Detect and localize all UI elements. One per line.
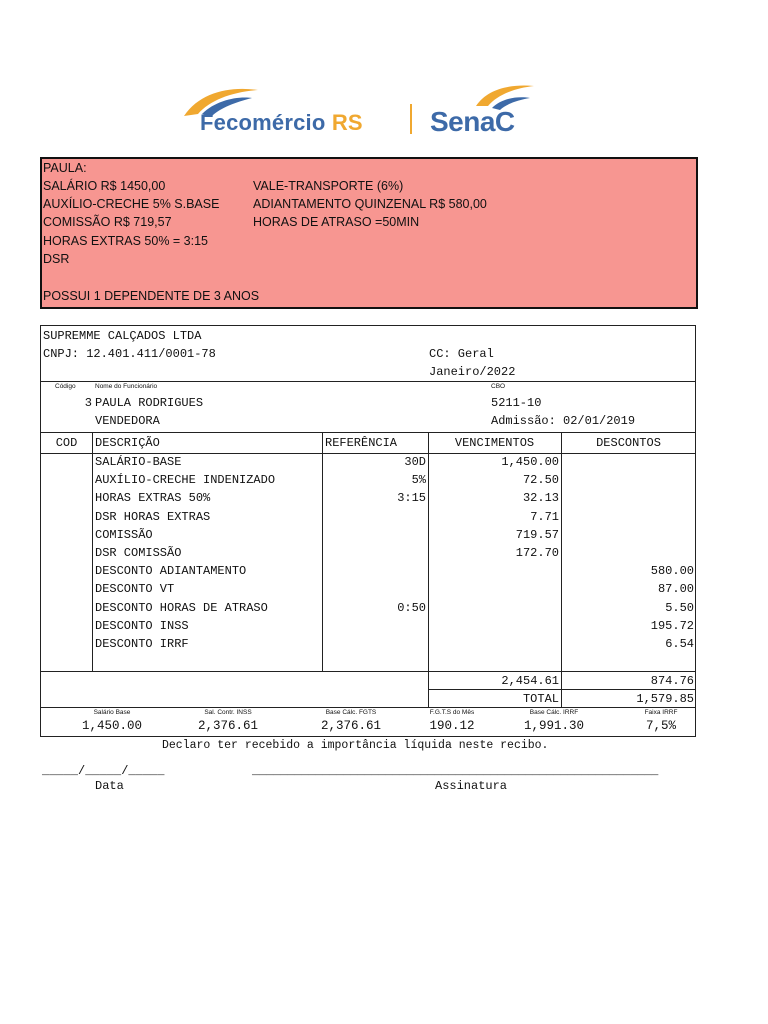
row-reference: 5% [411,473,426,487]
info-left-line: DSR [43,252,70,266]
label-nome: Nome do Funcionário [95,383,158,390]
row-vencimento: 172.70 [515,546,559,560]
logo-divider [410,104,412,134]
summary-label: Salário Base [93,709,131,716]
row-vencimento: 32.13 [522,491,559,505]
summary-label: Base Cálc. FGTS [325,709,377,716]
row-desconto: 195.72 [650,619,694,633]
date-line: _____/_____/_____ [42,764,165,778]
fecomercio-wordmark: Fecomércio RS [200,110,363,135]
summary-label: Sal. Contr. INSS [204,709,252,716]
info-left-line: HORAS EXTRAS 50% = 3:15 [43,234,209,248]
row-desconto: 87.00 [657,582,694,596]
net-pay: 1,579.85 [636,692,694,706]
info-left-line: COMISSÃO R$ 719,57 [43,215,172,229]
row-description: AUXÍLIO-CRECHE INDENIZADO [95,473,276,487]
divider [41,671,695,672]
info-name: PAULA: [43,161,87,175]
cost-center: CC: Geral [429,347,494,361]
row-vencimento: 1,450.00 [501,455,559,469]
pay-period: Janeiro/2022 [429,365,516,379]
info-footer: POSSUI 1 DEPENDENTE DE 3 ANOS [43,289,260,303]
summary-label: F.G.T.S do Mês [429,709,475,716]
row-desconto: 6.54 [665,637,694,651]
info-right-line: ADIANTAMENTO QUINZENAL R$ 580,00 [253,197,487,211]
summary-value: 7,5% [645,719,676,733]
info-right-line: HORAS DE ATRASO =50MIN [253,215,420,229]
row-description: DSR HORAS EXTRAS [95,510,211,524]
payslip [40,325,696,737]
total-descontos: 874.76 [650,674,694,688]
divider [41,432,695,433]
summary-value: 1,991.30 [523,719,584,733]
col-header-vencimentos: VENCIMENTOS [454,436,535,450]
company-name: SUPREMME CALÇADOS LTDA [43,329,202,343]
senac-logo [426,78,546,138]
row-description: COMISSÃO [95,528,153,542]
total-label: TOTAL [522,692,559,706]
summary-label: Base Cálc. IRRF [529,709,579,716]
divider [428,689,695,690]
row-description: DSR COMISSÃO [95,546,182,560]
divider [41,381,695,382]
info-right-line: VALE-TRANSPORTE (6%) [253,179,404,193]
row-description: HORAS EXTRAS 50% [95,491,211,505]
label-cbo: CBO [491,383,506,390]
date-label: Data [95,779,124,793]
company-cnpj: CNPJ: 12.401.411/0001-78 [43,347,216,361]
col-line [92,432,93,671]
employee-role: VENDEDORA [95,414,160,428]
fecomercio-logo [180,78,395,138]
senac-wordmark: SenaC [430,106,515,137]
info-left-line: AUXÍLIO-CRECHE 5% S.BASE [43,197,220,211]
assignment-info-box [40,157,698,309]
row-vencimento: 719.57 [515,528,559,542]
summary-label: Faixa IRRF [644,709,678,716]
col-header-descontos: DESCONTOS [596,436,661,450]
divider [41,707,695,708]
signature-line: __________________________________________________________ [252,764,659,778]
row-desconto: 580.00 [650,564,694,578]
row-description: DESCONTO HORAS DE ATRASO [95,601,268,615]
row-description: DESCONTO VT [95,582,175,596]
row-desconto: 5.50 [665,601,694,615]
summary-value: 2,376.61 [197,719,258,733]
summary-value: 1,450.00 [81,719,142,733]
col-header-cod: COD [55,436,78,450]
row-description: DESCONTO ADIANTAMENTO [95,564,247,578]
logo-bar [0,78,768,140]
employee-cbo: 5211-10 [491,396,542,410]
row-vencimento: 7.71 [530,510,559,524]
total-vencimentos: 2,454.61 [501,674,559,688]
col-header-descricao: DESCRIÇÃO [95,436,160,450]
row-vencimento: 72.50 [522,473,559,487]
employee-name: PAULA RODRIGUES [95,396,204,410]
row-description: SALÁRIO-BASE [95,455,182,469]
row-description: DESCONTO INSS [95,619,189,633]
admission-date: Admissão: 02/01/2019 [491,414,636,428]
divider [41,453,695,454]
info-left-line: SALÁRIO R$ 1450,00 [43,179,166,193]
signature-label: Assinatura [435,779,508,793]
summary-value: 190.12 [429,719,475,733]
summary-value: 2,376.61 [320,719,381,733]
col-header-referencia: REFERÊNCIA [325,436,398,450]
label-codigo: Código [55,383,76,390]
row-reference: 3:15 [397,491,426,505]
declaration-text: Declaro ter recebido a importância líquida neste recibo. [162,739,549,752]
row-reference: 30D [404,455,426,469]
row-reference: 0:50 [397,601,426,615]
row-description: DESCONTO IRRF [95,637,189,651]
employee-code: 3 [84,396,92,410]
